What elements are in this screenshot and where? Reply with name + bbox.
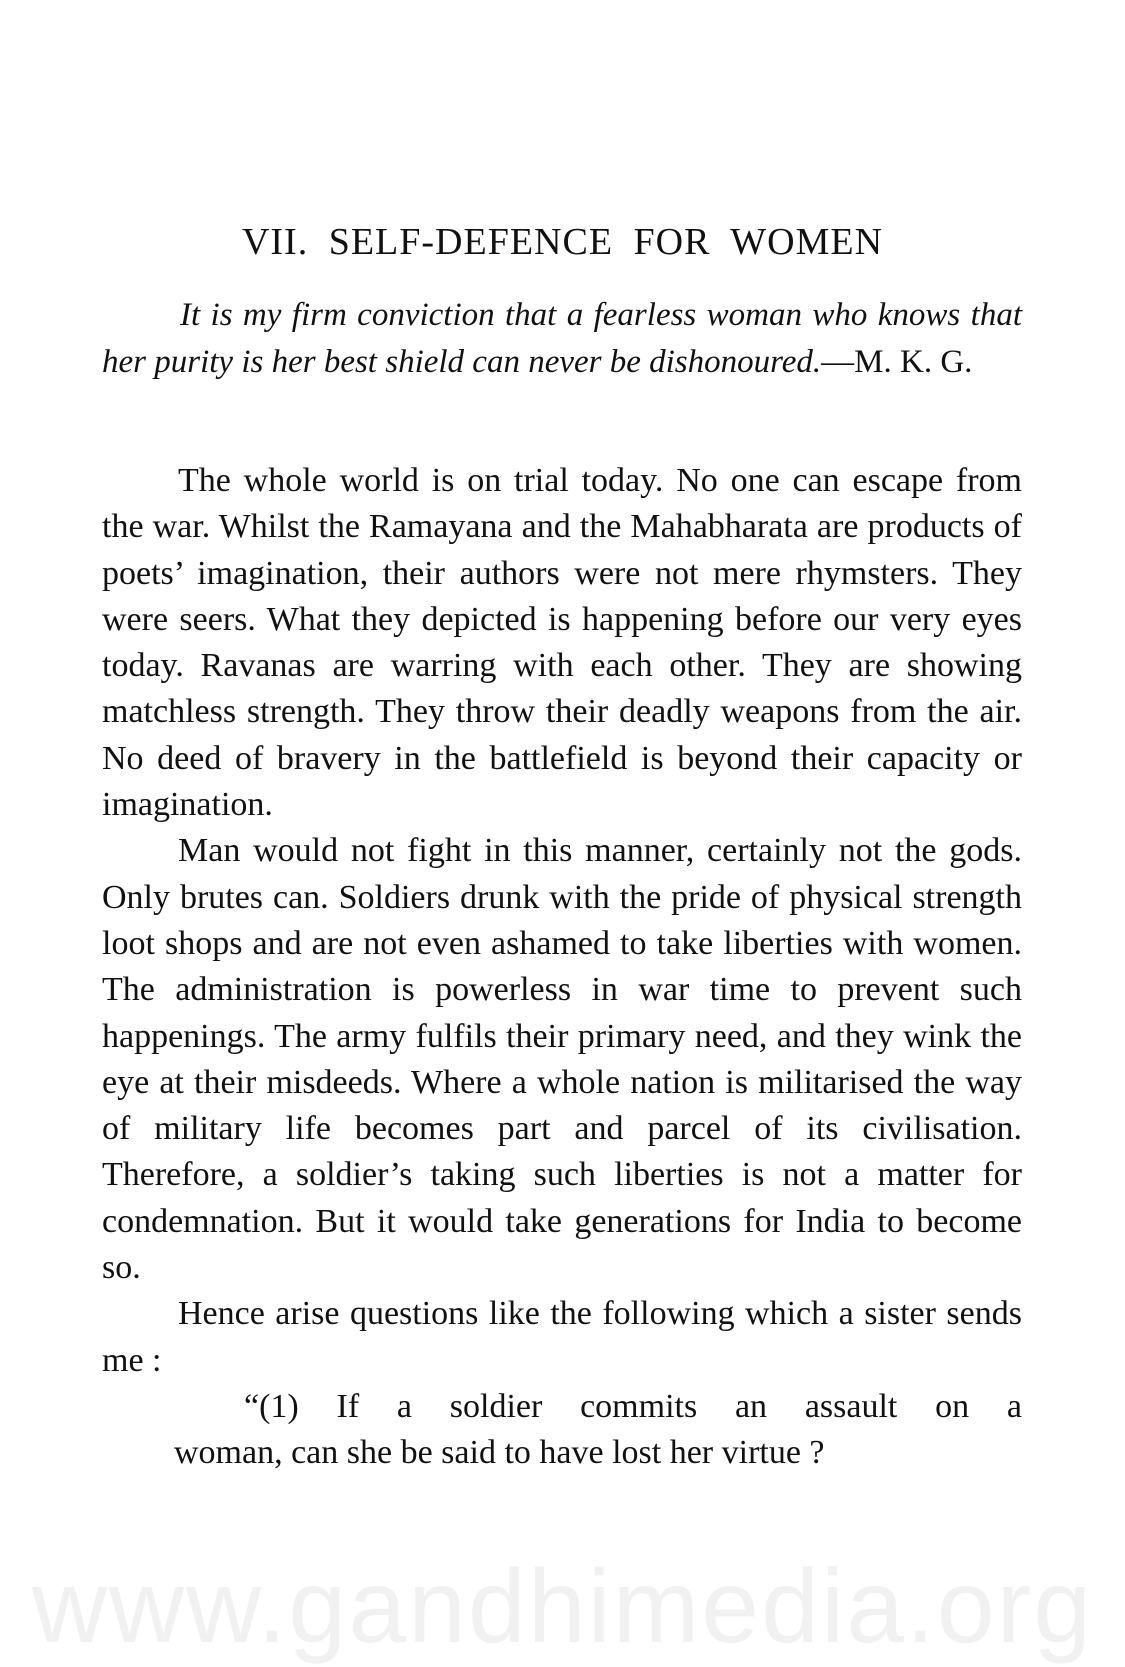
- chapter-title: VII. SELF-DEFENCE FOR WOMEN: [241, 221, 884, 263]
- epigraph: [102, 292, 1022, 386]
- epigraph-quote: It is my firm conviction that a fearless woman who knows that her purity is her best shield can never be dishonoured.: [102, 297, 1022, 380]
- paragraph: The whole world is on trial today. No one can escape from the war. Whilst the Ramayana and the Mahabharata are products of poets’ imagination, their authors were not mere rhymsters. They were seers. What they depicted is happening before our very eyes today. Ravanas are warring with each other. They are showing matchless strength. They throw their deadly weapons from the air. No deed of bravery in the battlefield is beyond their capacity or imagination.: [102, 462, 1022, 824]
- body-text: [102, 458, 1022, 1477]
- paragraph: Hence arise questions like the following which a sister sends me :: [102, 1295, 1022, 1379]
- quoted-question-line: woman, can she be said to have lost her virtue ?: [174, 1434, 825, 1472]
- watermark: www.gandhimedia.org: [31, 1549, 1094, 1665]
- quoted-question-line: “(1) If a soldier commits an assault on a: [244, 1387, 1022, 1425]
- epigraph-attribution: —M. K. G.: [821, 344, 973, 380]
- paragraph: Man would not fight in this manner, certainly not the gods. Only brutes can. Soldiers drunk with the pride of physical strength loot shops and are not even ashamed to take liberties with women. The administration is powerless in war time to prevent such happenings. The army fulfils their primary need, and they wink the eye at their misdeeds. Where a whole nation is militarised the way of military life becomes part and parcel of its civilisation. Therefore, a soldier’s taking such liberties is not a matter for condemnation. But it would take generations for India to become so.: [102, 832, 1022, 1287]
